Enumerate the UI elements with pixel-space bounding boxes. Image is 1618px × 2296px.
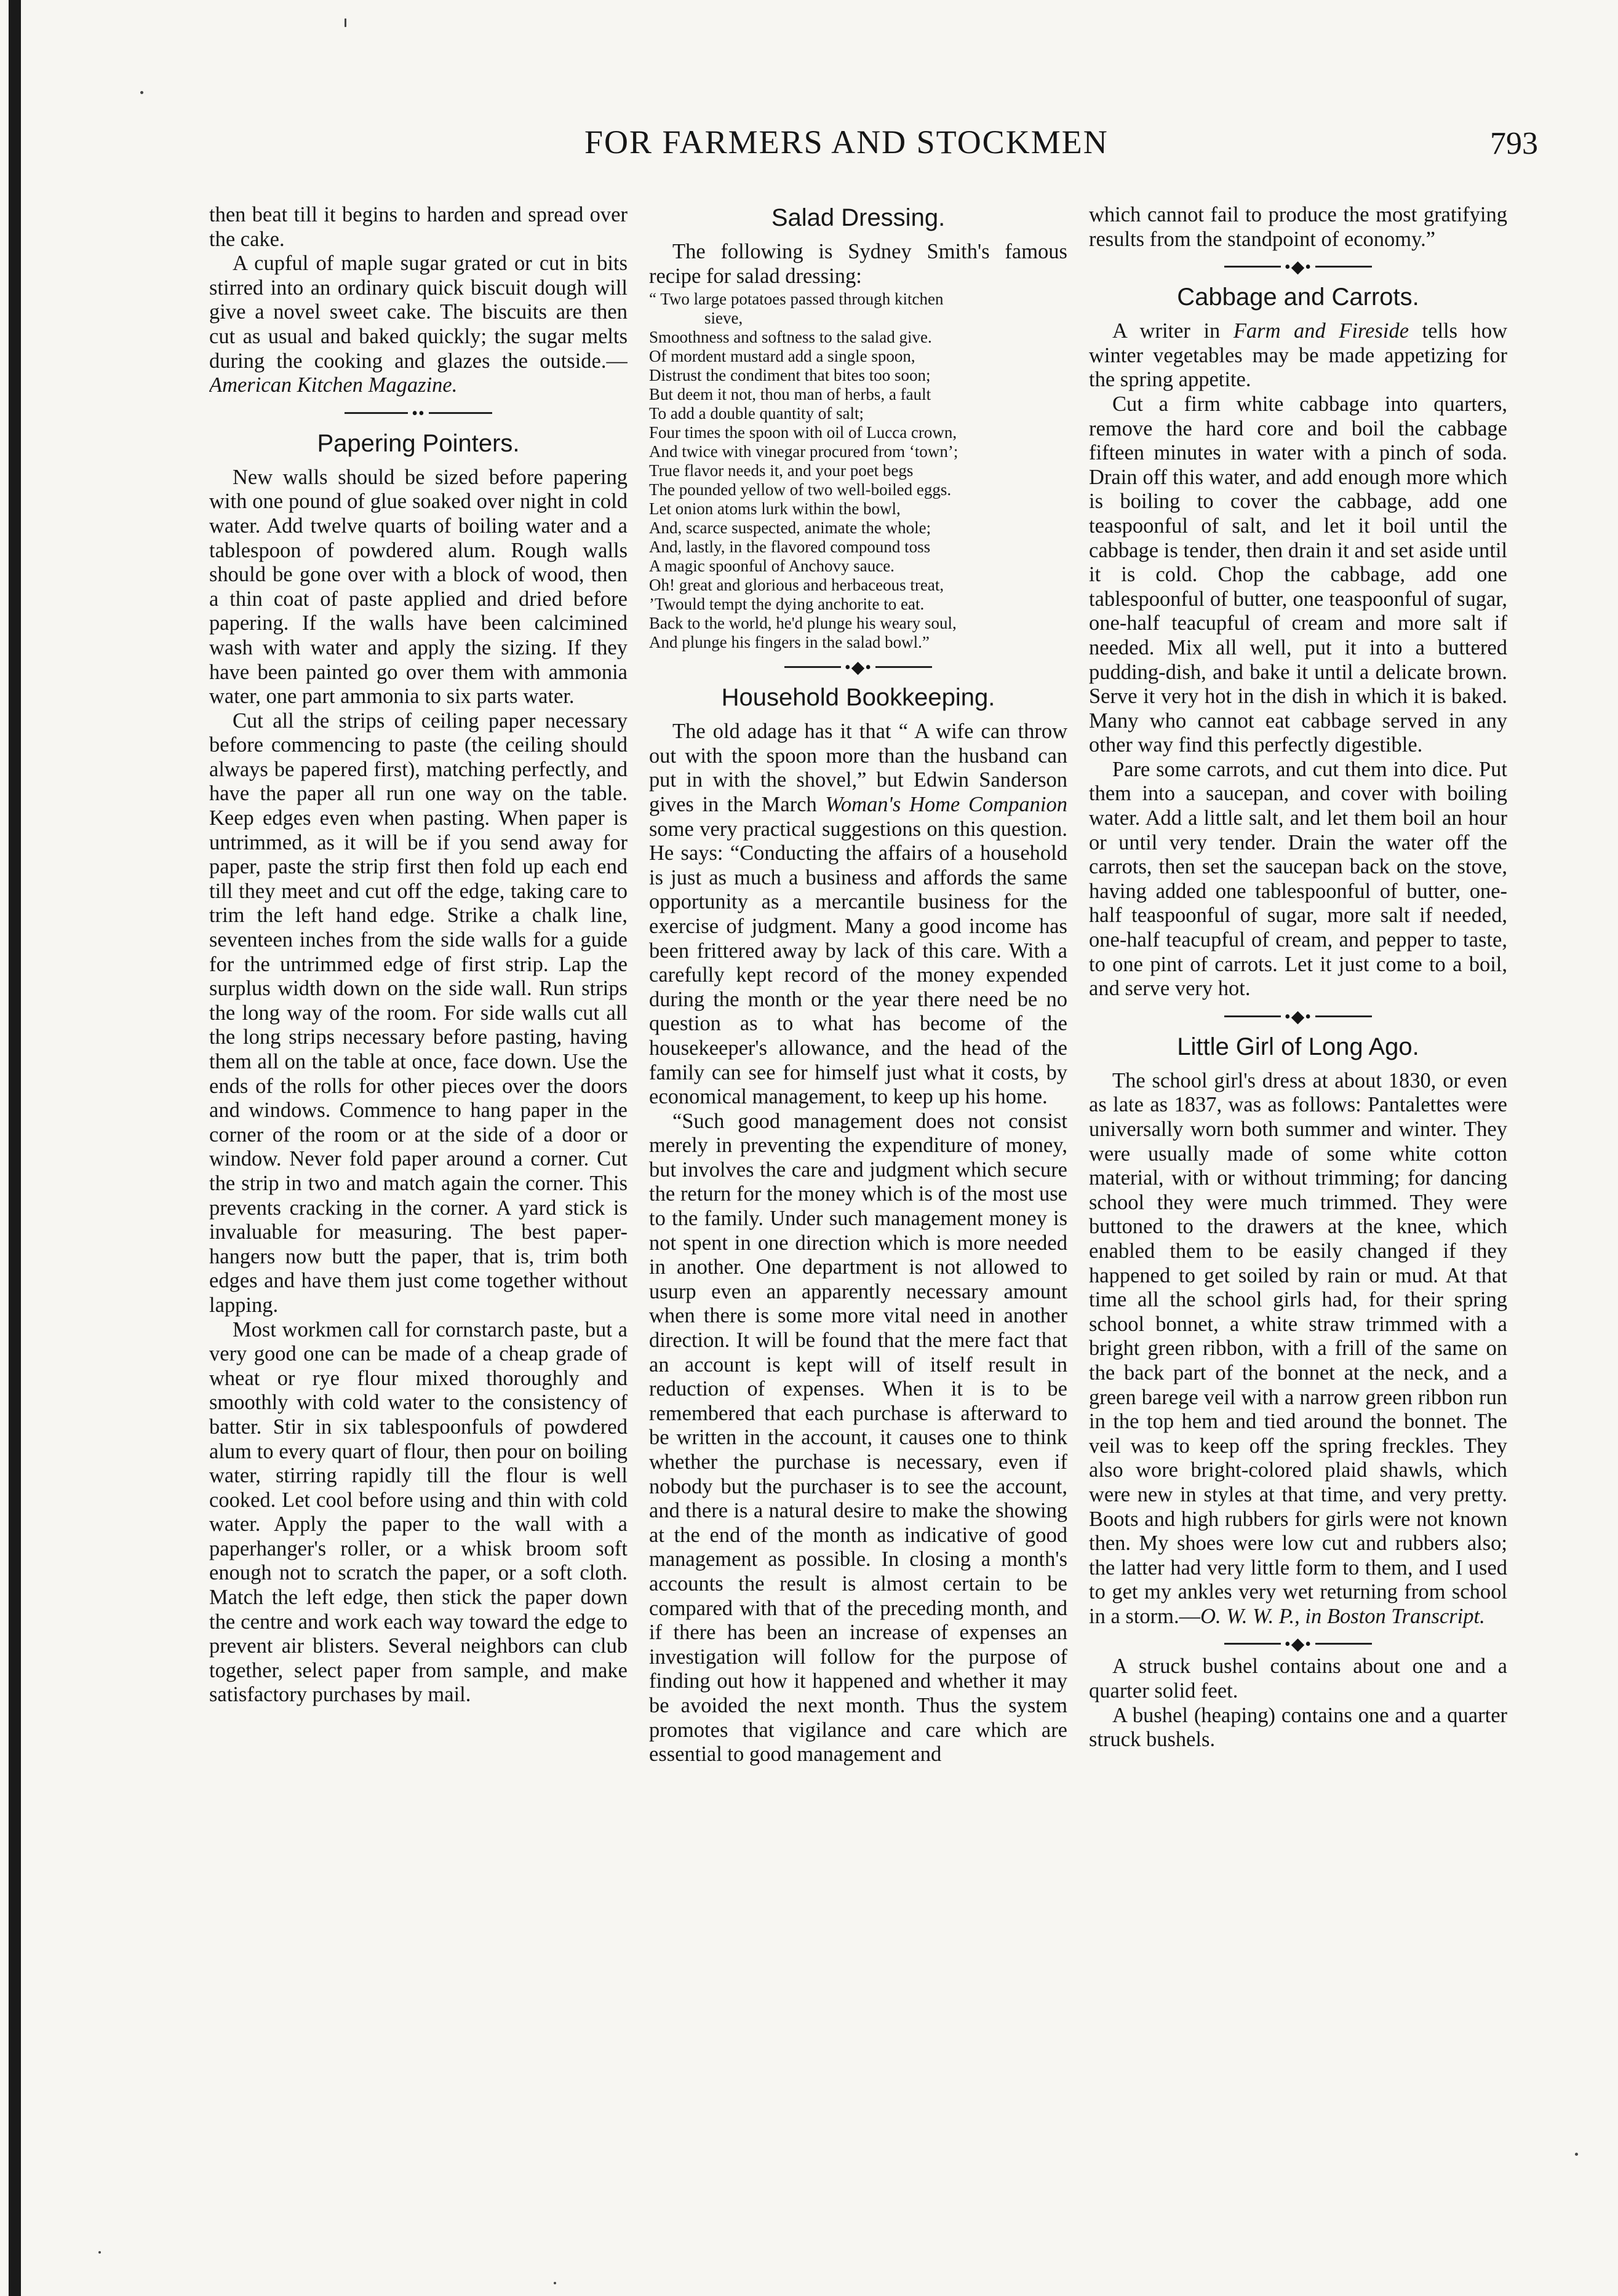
paragraph: The school girl's dress at about 1830, or even as late as 1837, was as follows: Pantalettes were universally worn both summer and winter. They were usually made of some white cotton material, with or without trimming; for dancing school they were much trimmed. They were buttoned to the drawers at the knee, which enabled them to be easily changed if they happened to get soiled by rain or mud. At that time all the school girls had, for their spring school bonnet, a white straw trimmed with a bright green ribbon, with a frill of the same on the back part of the bonnet at the neck, and a green barege veil with a narrow green ribbon run in the top hem and tied around the bonnet. The veil was to keep off the spring freckles. They also wore bright-colored plaid shawls, which were new in styles at that time, and very pretty. Boots and high rubbers for girls were not known then. My shoes were low cut and rubbers also; the latter had very little form to them, and I used to get my ankles very wet returning from school in a storm.—O. W. W. P., in Boston Transcript.	[1089, 1068, 1507, 1628]
paragraph: A cupful of maple sugar grated or cut in bits stirred into an ordinary quick biscuit dough will give a novel sweet cake. The biscuits are then cut as usual and baked quickly; the sugar melts during the cooking and glazes the outside.—American Kitchen Magazine.	[209, 252, 628, 397]
source-citation: American Kitchen Magazine.	[209, 373, 458, 397]
binding-edge	[9, 0, 21, 2296]
paragraph: Most workmen call for cornstarch paste, but a very good one can be made of a cheap grade of wheat or rye flour mixed thoroughly and smoothly with cold water to the consistency of batter. Stir in six tablespoonfuls of powdered alum to every quart of flour, then pour on boiling water, stirring rapidly till the flour is well cooked. Let cool before using and thin with cold water. Apply the paper to the wall with a paperhanger's roller, or a whisk broom soft enough not to scratch the paper, or a soft cloth. Match the left edge, then stick the paper down the centre and work each way toward the edge to prevent air blisters. Several neighbors can club together, select paper from sample, and make satisfactory purchases by mail.	[209, 1317, 628, 1707]
publication-name: Farm and Fireside	[1233, 319, 1409, 343]
page-header	[203, 123, 1538, 172]
paragraph: The following is Sydney Smith's famous recipe for salad dressing:	[649, 240, 1067, 288]
poem-line: And, lastly, in the flavored compound toss	[649, 538, 931, 557]
source-citation: O. W. W. P., in Boston Transcript.	[1200, 1604, 1485, 1628]
poem-line: A magic spoonful of Anchovy sauce.	[649, 557, 895, 576]
paper-speck	[140, 91, 143, 94]
poem-line: And twice with vinegar procured from ‘town’;	[649, 442, 958, 461]
section-divider: •◆•	[784, 659, 932, 674]
paper-speck	[345, 18, 346, 27]
poem-line: The pounded yellow of two well-boiled eggs.	[649, 480, 952, 499]
paper-speck	[1575, 2153, 1578, 2156]
column-middle	[649, 203, 1067, 2282]
poem-line: sieve,	[704, 309, 743, 328]
paragraph: Cut a firm white cabbage into quarters, remove the hard core and boil the cabbage fifteen minutes in water with a pinch of soda. Drain off this water, and add enough more which is boiling to cover the cabbage, add one teaspoonful of salt, and let it boil until the cabbage is tender, then drain it and set aside until it is cold. Chop the cabbage, add one tablespoonful of butter, one teaspoonful of sugar, one-half teacupful of cream and more salt if needed. Mix all well, put it into a buttered pudding-dish, and bake it until a delicate brown. Serve it very hot in the dish in which it is baked. Many who cannot eat cabbage served in any other way find this perfectly digestible.	[1089, 392, 1507, 757]
poem-line: Back to the world, he'd plunge his weary soul,	[649, 614, 957, 633]
poem-line: Distrust the condiment that bites too soon;	[649, 366, 931, 385]
poem-line: ’Twould tempt the dying anchorite to eat.	[649, 595, 925, 614]
section-divider: •◆•	[1224, 259, 1372, 274]
paragraph: New walls should be sized before papering with one pound of glue soaked over night in cold water. Add twelve quarts of boiling water and a tablespoon of powdered alum. Rough walls should be gone over with a block of wood, then a thin coat of paste applied and dried before papering. If the walls have been calcimined wash with water and apply the sizing. If they have been painted go over them with ammonia water, one part ammonia to six parts water.	[209, 465, 628, 709]
salad-poem	[649, 290, 1067, 652]
poem-line: And plunge his fingers in the salad bowl.”	[649, 633, 930, 652]
article-title: Cabbage and Carrots.	[1177, 284, 1419, 311]
poem-line: Of mordent mustard add a single spoon,	[649, 347, 915, 366]
poem-line: Let onion atoms lurk within the bowl,	[649, 499, 901, 518]
paragraph: Cut all the strips of ceiling paper necessary before commencing to paste (the ceiling should always be papered first), matching perfectly, and have the paper all run one way on the table. Keep edges even when pasting. When paper is untrimmed, as it will be if you send away for paper, paste the strip first then fold up each end till they meet and cut off the edge, taking care to trim the left hand edge. Strike a chalk line, seventeen inches from the side walls for a guide for the untrimmed edge of first strip. Lap the surplus width down on the side wall. Run strips the long way of the room. For side walls cut all the long strips necessary before pasting, having them all on the table at once, face down. Use the ends of the rolls for other pieces over the doors and windows. Commence to hang paper in the corner of the room or at the side of a door or window. Never fold paper around a corner. Cut the strip in two and match again the corner. This prevents cracking in the corner. A yard stick is invaluable for measuring. The best paper-hangers now butt the paper, that is, trim both edges and have them just come together without lapping.	[209, 709, 628, 1317]
page-number: 793	[1490, 126, 1538, 161]
paper-speck	[554, 2282, 556, 2284]
poem-line: Oh! great and glorious and herbaceous treat,	[649, 576, 944, 595]
poem-line: True flavor needs it, and your poet begs	[649, 461, 914, 480]
paragraph: A bushel (heaping) contains one and a quarter struck bushels.	[1089, 1703, 1507, 1752]
paper-speck	[98, 2251, 101, 2254]
paragraph: A struck bushel contains about one and a quarter solid feet.	[1089, 1654, 1507, 1703]
poem-line: Smoothness and softness to the salad give.	[649, 328, 932, 347]
poem-line: But deem it not, thou man of herbs, a fault	[649, 385, 931, 404]
paragraph: Pare some carrots, and cut them into dice. Put them into a saucepan, and cover with boiling water. Add a little salt, and let them boil an hour or until very tender. Drain the water off the carrots, then set the saucepan back on the stove, having added one tablespoonful of butter, one-half teaspoonful of sugar, more salt if needed, one-half teacupful of cream, and pepper to taste, to one pint of carrots. Let it just come to a boil, and serve very hot.	[1089, 757, 1507, 1001]
publication-name: Woman's Home Companion	[825, 792, 1067, 816]
article-title: Salad Dressing.	[771, 204, 946, 231]
article-title: Papering Pointers.	[317, 429, 520, 457]
section-divider: ••	[345, 405, 492, 420]
section-divider: •◆•	[1224, 1009, 1372, 1023]
article-title: Little Girl of Long Ago.	[1177, 1033, 1419, 1060]
running-head: FOR FARMERS AND STOCKMEN	[584, 124, 1109, 161]
poem-line: To add a double quantity of salt;	[649, 404, 864, 423]
paragraph: A writer in Farm and Fireside tells how winter vegetables may be made appetizing for the spring appetite.	[1089, 319, 1507, 392]
poem-line: Four times the spoon with oil of Lucca crown,	[649, 423, 957, 442]
article-title: Household Bookkeeping.	[721, 684, 995, 712]
paragraph: then beat till it begins to harden and spread over the cake.	[209, 203, 628, 251]
poem-line: And, scarce suspected, animate the whole;	[649, 518, 931, 538]
paragraph: which cannot fail to produce the most gratifying results from the standpoint of economy.”	[1089, 203, 1507, 251]
paragraph: The old adage has it that “ A wife can throw out with the spoon more than the husband can put in with the shovel,” but Edwin Sanderson gives in the March Woman's Home Companion some very practical suggestions on this question. He says: “Conducting the affairs of a household is just as much a business and affords the same opportunity as a mercantile business for the exercise of judgment. Many a good income has been frittered away by lack of this care. With a carefully kept record of the money expended during the month or the year there need be no question as to what has become of the housekeeper's allowance, and the head of the family can see for himself just what it costs, by economical management, to keep up his home.	[649, 720, 1067, 1109]
column-right	[1089, 203, 1507, 2282]
poem-line: “ Two large potatoes passed through kitchen	[649, 290, 944, 309]
paragraph: “Such good management does not consist merely in preventing the expenditure of money, but involves the care and judgment which secure the return for the money which is of the most use to the family. Under such management money is not spent in one direction which is more needed in another. One department is not allowed to usurp even an apparently necessary amount when there is some more vital need in another direction. It will be found that the mere fact that an account is kept will of itself result in reduction of expenses. When it is to be remembered that each purchase is afterward to be written in the account, it causes one to think whether the purchase is necessary, even if nobody but the purchaser is to see the account, and there is a natural desire to make the showing at the end of the month as indicative of good management as possible. In closing a month's accounts the result is almost certain to be compared with that of the preceding month, and if there has been an increase of expenses an investigation will follow for the purpose of finding out how it happened and whether it may be avoided the next month. Thus the system promotes that vigilance and care which are essential to good management and	[649, 1109, 1067, 1766]
column-left	[209, 203, 628, 2282]
section-divider: •◆•	[1224, 1636, 1372, 1651]
